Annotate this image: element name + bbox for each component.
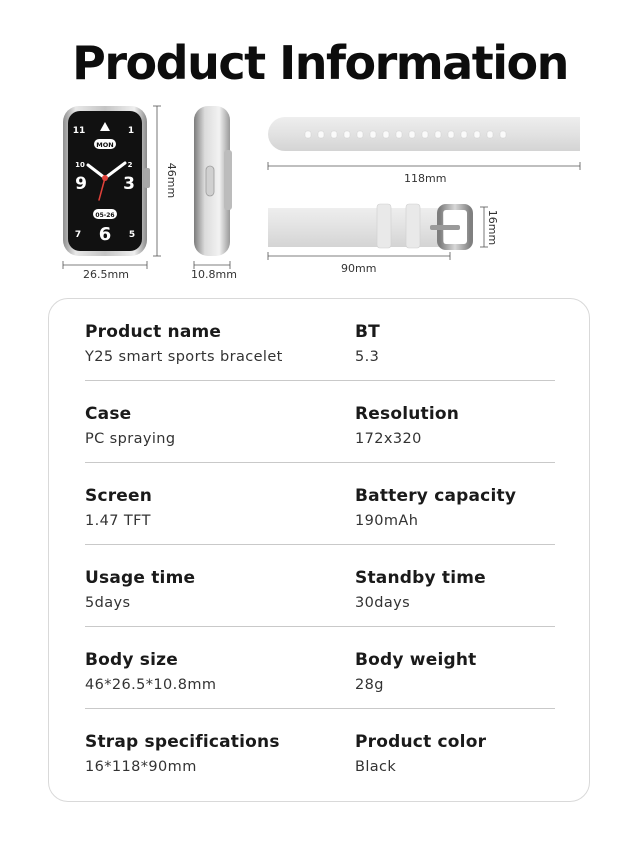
strap-hole <box>461 131 467 138</box>
spec-value: 190mAh <box>355 513 419 529</box>
spec-label: Usage time <box>85 568 196 588</box>
strap-hole <box>448 131 454 138</box>
spec-value: Black <box>355 759 397 775</box>
product-illustration <box>0 0 640 300</box>
page-title: Product Information <box>72 36 568 90</box>
watch-height-label: 46mm <box>165 162 179 199</box>
spec-label: Battery capacity <box>355 486 517 506</box>
strap-short <box>268 204 470 248</box>
watch-width-label: 26.5mm <box>83 268 129 281</box>
spec-row <box>85 709 555 791</box>
face-number-7: 7 <box>74 230 82 240</box>
spec-row <box>85 381 555 463</box>
spec-value: 46*26.5*10.8mm <box>85 677 217 693</box>
product-diagram <box>0 0 640 300</box>
spec-label: Screen <box>85 486 153 506</box>
spec-label: Product color <box>355 732 487 752</box>
strap-width-label: 16mm <box>486 209 500 246</box>
spec-label: Body weight <box>355 650 477 670</box>
strap-long-label: 118mm <box>404 172 447 185</box>
face-number-5: 5 <box>128 230 136 240</box>
spec-row <box>85 299 555 381</box>
strap-hole <box>370 131 376 138</box>
face-number-3: 3 <box>123 174 135 194</box>
date-label: 05-26 <box>95 212 115 219</box>
face-number-9: 9 <box>75 174 87 194</box>
strap-hole <box>474 131 480 138</box>
strap-hole <box>305 131 311 138</box>
strap-hole <box>318 131 324 138</box>
day-label: MON <box>96 141 114 149</box>
face-number-2: 2 <box>127 161 133 169</box>
strap-hole <box>435 131 441 138</box>
strap-hole <box>500 131 506 138</box>
face-number-6: 6 <box>98 224 112 245</box>
spec-label: Body size <box>85 650 178 670</box>
spec-row <box>85 545 555 627</box>
face-number-10: 10 <box>75 161 85 169</box>
spec-value: Y25 smart sports bracelet <box>85 349 283 365</box>
spec-value: 5.3 <box>355 349 380 365</box>
strap-hole <box>344 131 350 138</box>
spec-label: Standby time <box>355 568 486 588</box>
strap-hole <box>331 131 337 138</box>
spec-value: 16*118*90mm <box>85 759 197 775</box>
spec-row <box>85 627 555 709</box>
strap-hole <box>487 131 493 138</box>
strap-hole <box>396 131 402 138</box>
spec-row <box>85 463 555 545</box>
spec-value: 172x320 <box>355 431 422 447</box>
spec-value: 30days <box>355 595 411 611</box>
spec-label: Resolution <box>355 404 460 424</box>
watch-front <box>63 106 150 256</box>
spec-label: Case <box>85 404 132 424</box>
spec-value: PC spraying <box>85 431 176 447</box>
face-number-11: 11 <box>72 126 86 136</box>
strap-hole <box>409 131 415 138</box>
spec-label: Product name <box>85 322 222 342</box>
strap-hole <box>383 131 389 138</box>
spec-value: 5days <box>85 595 131 611</box>
watch-depth-label: 10.8mm <box>191 268 237 281</box>
strap-hole <box>357 131 363 138</box>
strap-short-label: 90mm <box>341 262 377 275</box>
spec-label: BT <box>355 322 380 342</box>
face-number-1: 1 <box>127 126 135 136</box>
spec-value: 1.47 TFT <box>85 513 151 529</box>
strap-hole <box>422 131 428 138</box>
spec-value: 28g <box>355 677 384 693</box>
spec-card <box>48 298 590 802</box>
watch-side <box>194 106 232 256</box>
spec-label: Strap specifications <box>85 732 280 752</box>
